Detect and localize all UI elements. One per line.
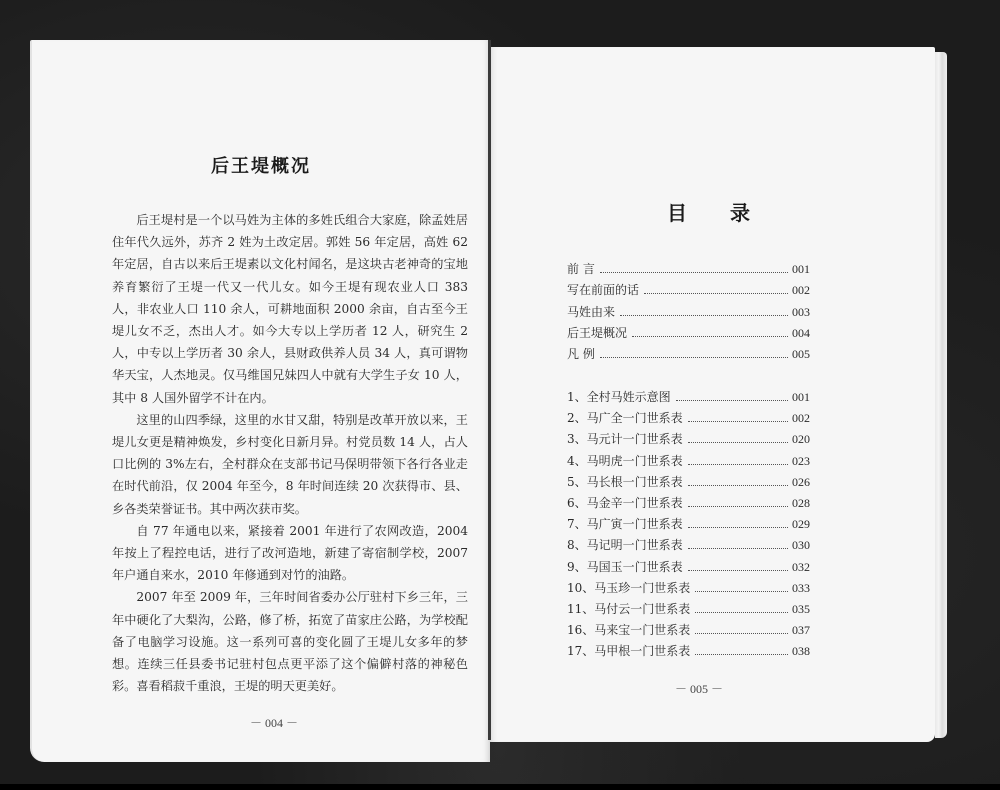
toc-entry-label: 后王堤概况 xyxy=(567,325,628,340)
toc-entry-page: 023 xyxy=(792,453,810,468)
paragraph: 后王堤村是一个以马姓为主体的多姓氏组合大家庭，除孟姓居住年代久远外，苏齐 2 姓为土改定居。郭姓 56 年定居，高姓 62年定居，自古以来后王堤素以文化村闻名，是这块古老神奇的宝地养育繁衍了王堤一代又一代儿女。如今王堤有现农业人口 383人，非农业人口 110 余人，可耕地面积 2000 余亩，自古至今王堤儿女不乏，杰出人才。如今大专以上学历者 12 人，研究生 2 人，中专以上学历者 30 余人，县财政供养人员 34 人，真可谓物华天宝，人杰地灵。仅马维国兄妹四人中就有大学生子女 10 人，其中 8 人国外留学不计在内。 xyxy=(112,213,468,405)
leader-dots xyxy=(644,292,788,294)
toc-entry-page: 001 xyxy=(792,262,810,276)
leader-dots xyxy=(695,632,788,634)
toc-entry xyxy=(567,281,810,302)
leader-dots xyxy=(688,505,788,507)
page-number: － 004 － xyxy=(250,716,299,730)
toc-entry xyxy=(567,409,810,430)
toc-entry-page: 026 xyxy=(792,474,810,489)
toc-entry-page: 035 xyxy=(792,601,810,616)
toc-entry xyxy=(567,260,810,281)
toc-entry-label: 9、马国玉一门世系表 xyxy=(567,559,683,574)
toc-entry xyxy=(567,388,810,409)
toc-entry-label: 前 言 xyxy=(567,262,595,276)
leader-dots xyxy=(688,526,788,528)
left-page xyxy=(30,40,490,762)
leader-dots xyxy=(620,314,788,316)
leader-dots xyxy=(688,547,788,549)
toc-entry-label: 1、全村马姓示意图 xyxy=(567,390,671,404)
toc-entry xyxy=(567,558,810,579)
toc-entry-label: 10、马玉珍一门世系表 xyxy=(567,580,691,595)
page-edges xyxy=(935,52,947,738)
toc-entry-label: 16、马来宝一门世系表 xyxy=(567,623,691,638)
toc-entry-label: 11、马付云一门世系表 xyxy=(567,601,691,616)
leader-dots xyxy=(688,484,788,486)
toc-entry-page: 029 xyxy=(792,517,810,532)
leader-dots xyxy=(676,399,788,401)
toc-entry-page: 003 xyxy=(792,304,810,319)
toc-entry xyxy=(567,473,810,494)
toc-entry xyxy=(567,536,810,557)
page-number: － 005 － xyxy=(675,682,724,696)
toc-entry-label: 6、马金辛一门世系表 xyxy=(567,495,683,510)
toc-front-matter xyxy=(567,260,810,366)
toc-entry-label: 7、马广寅一门世系表 xyxy=(567,517,683,532)
toc-entry-page: 001 xyxy=(792,390,810,404)
toc-entry-page: 032 xyxy=(792,559,810,574)
leader-dots xyxy=(688,441,788,443)
paragraph: 2007 年至 2009 年，三年时间省委办公厅驻村下乡三年，三年中硬化了大梨沟，公路，修了桥，拓宽了苗家庄公路，为学校配备了电脑学习设施。这一系列可喜的变化圆了王堤儿女多年的梦想。连续三任县委书记驻村包点更平添了这个偏僻村落的神秘色彩。喜看稻菽千重浪，王堤的明天更美好。 xyxy=(112,590,468,694)
toc-entry xyxy=(567,452,810,473)
toc-entry xyxy=(567,303,810,324)
toc-entry-page: 037 xyxy=(792,623,810,638)
toc-entry-page: 004 xyxy=(792,325,810,340)
toc-entry-label: 凡 例 xyxy=(567,347,595,362)
leader-dots xyxy=(600,356,788,358)
toc-entry-page: 028 xyxy=(792,495,810,510)
leader-dots xyxy=(688,463,788,465)
toc-entry xyxy=(567,494,810,515)
toc-entry xyxy=(567,600,810,621)
leader-dots xyxy=(695,653,788,655)
leader-dots xyxy=(688,569,788,571)
toc-entry-page: 020 xyxy=(792,432,810,447)
toc-entry-label: 写在前面的话 xyxy=(567,283,640,298)
body-text xyxy=(112,209,468,697)
book-spine xyxy=(488,40,491,740)
paragraph: 这里的山四季绿，这里的水甘又甜，特别是改革开放以来，王堤儿女更是精神焕发，乡村变化日新月异。村党员数 14 人，占人口比例的 3%左右，全村群众在支部书记马保明带领下各行各业走在时代前沿，仅 2004 年至今，8 年时间连续 20 次获得市、县、乡各类荣誉证书。其中两次获市奖。 xyxy=(112,412,468,516)
toc-entry xyxy=(567,642,810,663)
toc-genealogy-tables xyxy=(567,388,810,663)
leader-dots xyxy=(632,335,788,337)
toc-entry-page: 030 xyxy=(792,538,810,553)
toc-entry-page: 033 xyxy=(792,580,810,595)
toc-entry-page: 038 xyxy=(792,644,810,659)
page-title: 后王堤概况 xyxy=(211,156,311,177)
toc-entry xyxy=(567,345,810,366)
toc-entry xyxy=(567,324,810,345)
toc-entry xyxy=(567,579,810,600)
toc-entry-page: 005 xyxy=(792,347,810,362)
leader-dots xyxy=(600,271,788,273)
toc-entry-page: 002 xyxy=(792,411,810,426)
leader-dots xyxy=(695,590,788,592)
leader-dots xyxy=(695,611,788,613)
right-page xyxy=(490,47,935,742)
toc-title: 目 录 xyxy=(667,201,768,225)
toc-entry-label: 17、马甲根一门世系表 xyxy=(567,644,691,659)
toc-entry-label: 3、马元计一门世系表 xyxy=(567,432,683,447)
toc-entry xyxy=(567,621,810,642)
leader-dots xyxy=(688,420,788,422)
scan-border xyxy=(0,784,1000,790)
toc-entry-label: 4、马明虎一门世系表 xyxy=(567,453,683,468)
toc-entry xyxy=(567,430,810,451)
toc-entry-page: 002 xyxy=(792,283,810,298)
toc-entry-label: 5、马长根一门世系表 xyxy=(567,474,683,489)
toc-entry-label: 8、马记明一门世系表 xyxy=(567,538,683,553)
toc-entry-label: 2、马广全一门世系表 xyxy=(567,411,683,426)
toc-entry xyxy=(567,515,810,536)
toc-entry-label: 马姓由来 xyxy=(567,304,616,319)
paragraph: 自 77 年通电以来，紧接着 2001 年进行了农网改造，2004 年按上了程控电话，进行了改河造地，新建了寄宿制学校，2007 年户通自来水，2010 年修通到对竹的油路。 xyxy=(112,523,468,583)
